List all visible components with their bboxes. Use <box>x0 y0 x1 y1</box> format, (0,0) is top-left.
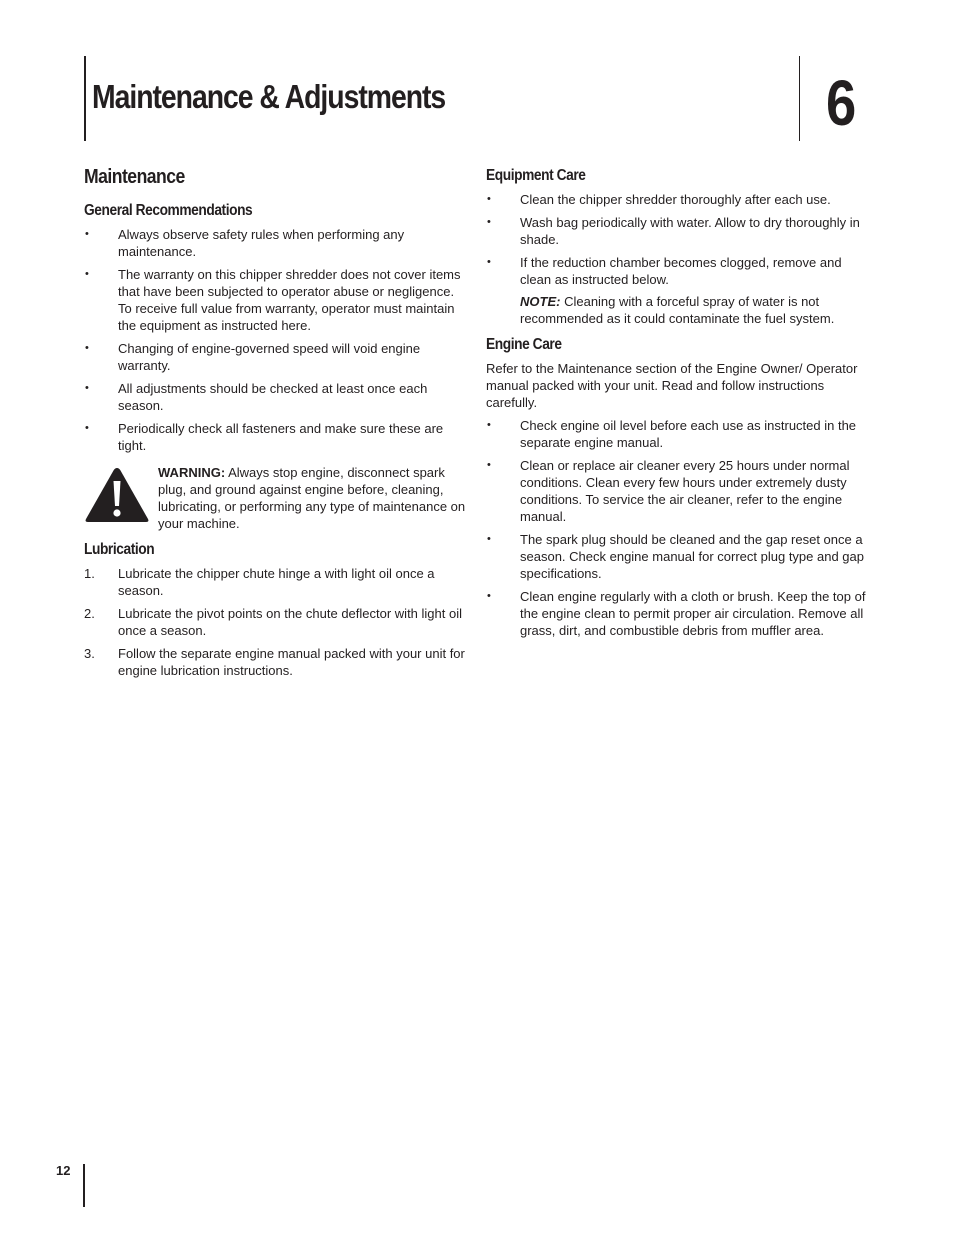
list-item <box>486 214 871 248</box>
list-item <box>486 254 871 288</box>
list-item <box>486 457 871 525</box>
bullet-marker: • <box>85 422 89 434</box>
lubrication-list <box>84 565 469 679</box>
list-item <box>486 588 871 639</box>
list-item <box>84 266 469 334</box>
general-recommendations-section <box>84 201 469 454</box>
list-item <box>84 605 469 639</box>
list-item-text: Clean the chipper shredder thoroughly after each use. <box>520 192 831 207</box>
engine-care-intro: Refer to the Maintenance section of the Engine Owner/ Operator manual packed with your unit. Read and follow instructions carefully. <box>486 361 858 410</box>
list-item-text: Lubricate the pivot points on the chute deflector with light oil once a season. <box>118 606 462 638</box>
bullet-marker: • <box>85 268 89 280</box>
list-item <box>84 340 469 374</box>
lubrication-section <box>84 540 469 679</box>
chapter-number: 6 <box>826 67 857 139</box>
engine-care-list <box>486 417 871 639</box>
bullet-marker: • <box>487 419 491 431</box>
warning-callout <box>84 464 469 532</box>
list-item-text: Lubricate the chipper chute hinge a with light oil once a season. <box>118 566 435 598</box>
bullet-marker: • <box>487 216 491 228</box>
bullet-marker: • <box>85 342 89 354</box>
page-number: 12 <box>56 1163 71 1178</box>
list-item-text: The warranty on this chipper shredder does not cover items that have been subjected to operator abuse or negligence. To receive full value from warranty, operator must maintain the equipment as instructed here. <box>118 267 461 333</box>
equipment-care-list <box>486 191 871 288</box>
list-item <box>84 565 469 599</box>
footer-rule <box>83 1164 85 1207</box>
header-right-rule <box>799 56 800 141</box>
list-item-text: Follow the separate engine manual packed with your unit for engine lubrication instructions. <box>118 646 465 678</box>
general-recommendations-list <box>84 226 469 454</box>
note-label: NOTE: <box>520 294 561 309</box>
list-item-text: Periodically check all fasteners and make sure these are tight. <box>118 421 444 453</box>
bullet-marker: • <box>85 382 89 394</box>
note-text: Cleaning with a forceful spray of water is not recommended as it could contaminate the fuel system. <box>520 294 835 326</box>
list-item-text: If the reduction chamber becomes clogged, remove and clean as instructed below. <box>520 255 842 287</box>
list-item <box>486 531 871 582</box>
engine-care-section <box>486 335 871 639</box>
bullet-marker: • <box>487 533 491 545</box>
list-item <box>84 380 469 414</box>
list-item <box>84 645 469 679</box>
list-item <box>486 191 871 208</box>
bullet-marker: • <box>487 256 491 268</box>
bullet-marker: • <box>487 590 491 602</box>
list-item <box>486 417 871 451</box>
lubrication-heading: Lubrication <box>84 541 155 558</box>
maintenance-heading: Maintenance <box>84 166 185 188</box>
list-item-text: All adjustments should be checked at least once each season. <box>118 381 428 413</box>
warning-triangle-icon <box>84 466 150 524</box>
chapter-title: Maintenance & Adjustments <box>92 78 446 115</box>
engine-care-heading: Engine Care <box>486 336 562 353</box>
general-recommendations-heading: General Recommendations <box>84 202 253 219</box>
list-number: 2. <box>84 606 95 621</box>
header-left-rule <box>84 56 86 141</box>
bullet-marker: • <box>487 459 491 471</box>
equipment-care-note <box>486 293 871 327</box>
list-number: 1. <box>84 566 95 581</box>
right-column <box>486 166 871 645</box>
list-item-text: The spark plug should be cleaned and the gap reset once a season. Check engine manual for correct plug type and gap specifications. <box>520 532 864 581</box>
bullet-marker: • <box>85 228 89 240</box>
list-item-text: Check engine oil level before each use as instructed in the separate engine manual. <box>520 418 857 450</box>
list-item-text: Clean or replace air cleaner every 25 hours under normal conditions. Clean every few hours under extremely dusty conditions. To service the air cleaner, refer to the engine manual. <box>520 458 850 524</box>
bullet-marker: • <box>487 193 491 205</box>
equipment-care-heading: Equipment Care <box>486 167 586 184</box>
list-item <box>84 420 469 454</box>
left-column <box>84 164 469 685</box>
warning-label: WARNING: <box>158 465 226 480</box>
list-number: 3. <box>84 646 95 661</box>
list-item <box>84 226 469 260</box>
equipment-care-section <box>486 166 871 327</box>
warning-text: Always stop engine, disconnect spark plug, and ground against engine before, cleaning, lubricating, or performing any type of maintenance on your machine. <box>158 465 466 531</box>
list-item-text: Always observe safety rules when performing any maintenance. <box>118 227 405 259</box>
list-item-text: Changing of engine-governed speed will void engine warranty. <box>118 341 421 373</box>
list-item-text: Clean engine regularly with a cloth or brush. Keep the top of the engine clean to permit proper air circulation. Remove all grass, dirt, and combustible debris from muffler area. <box>520 589 866 638</box>
list-item-text: Wash bag periodically with water. Allow to dry thoroughly in shade. <box>520 215 860 247</box>
